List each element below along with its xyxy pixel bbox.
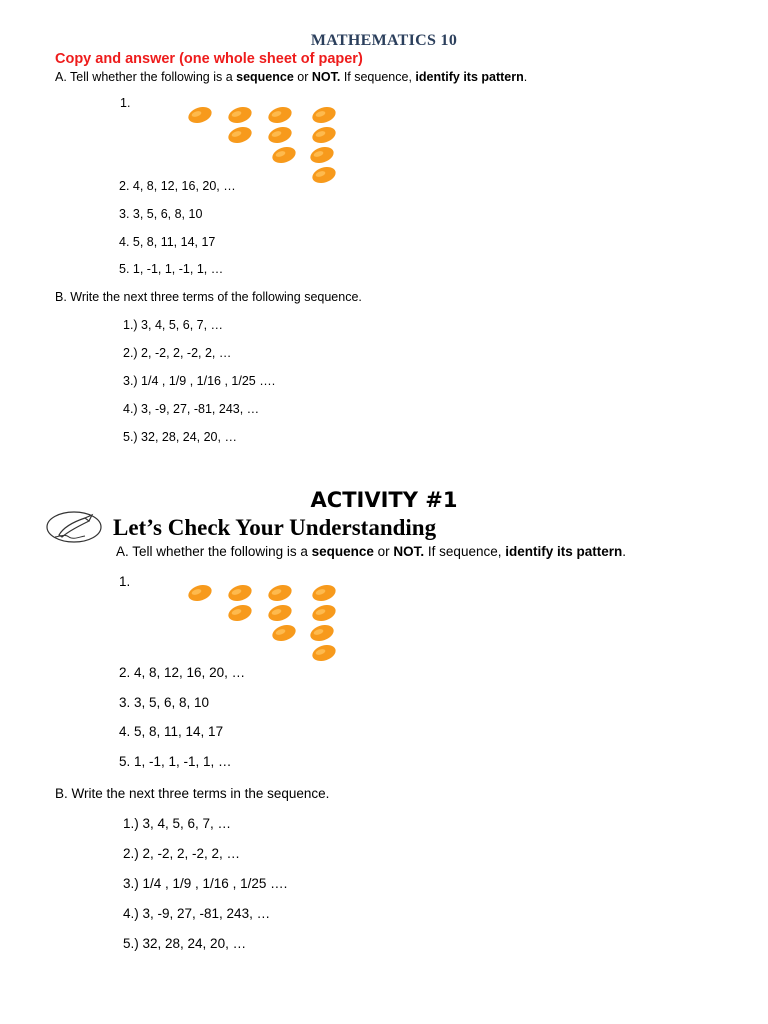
- not-word: NOT.: [311, 70, 341, 84]
- if-text: If sequence,: [340, 70, 416, 84]
- part-b-heading: B. Write the next three terms of the following sequence.: [55, 290, 362, 304]
- mango-icon: [226, 582, 253, 604]
- list-item: 2. 4, 8, 12, 16, 20, …: [119, 179, 236, 193]
- mango-icon: [266, 124, 293, 146]
- mango-icon: [226, 104, 253, 126]
- mango-icon: [266, 602, 293, 624]
- list-item: 4. 5, 8, 11, 14, 17: [119, 724, 224, 739]
- list-item: 4.) 3, -9, 27, -81, 243, …: [123, 906, 271, 921]
- list-item: 1.) 3, 4, 5, 6, 7, …: [123, 816, 232, 831]
- list-item: 5. 1, -1, 1, -1, 1, …: [119, 262, 224, 276]
- list-item: 4.) 3, -9, 27, -81, 243, …: [123, 402, 260, 416]
- mango-figure: [180, 578, 350, 668]
- mango-icon: [226, 602, 253, 624]
- period: .: [622, 544, 627, 559]
- activity-title: ACTIVITY #1: [310, 488, 458, 512]
- not-word: NOT.: [393, 544, 425, 559]
- mango-icon: [310, 582, 337, 604]
- mango-icon: [226, 124, 253, 146]
- part-a-instruction: [116, 544, 626, 559]
- list-item: 2.) 2, -2, 2, -2, 2, …: [123, 346, 232, 360]
- mango-icon: [308, 622, 335, 644]
- check-understanding-heading: Let’s Check Your Understanding: [113, 515, 437, 540]
- list-item: 5.) 32, 28, 24, 20, …: [123, 430, 237, 444]
- sequence-word: sequence: [236, 70, 294, 84]
- mango-icon: [310, 642, 337, 664]
- list-item: 5.) 32, 28, 24, 20, …: [123, 936, 247, 951]
- part-b-heading: B. Write the next three terms in the sequence.: [55, 786, 330, 801]
- if-text: If sequence,: [424, 544, 506, 559]
- mango-icon: [310, 164, 337, 186]
- or-word: or: [373, 544, 394, 559]
- sequence-word: sequence: [311, 544, 374, 559]
- list-item: 3. 3, 5, 6, 8, 10: [119, 207, 203, 221]
- list-item: 4. 5, 8, 11, 14, 17: [119, 235, 216, 249]
- list-item: 1.) 3, 4, 5, 6, 7, …: [123, 318, 224, 332]
- identify-pattern-text: identify its pattern: [415, 70, 524, 84]
- list-item: 3.) 1/4 , 1/9 , 1/16 , 1/25 ….: [123, 876, 288, 891]
- list-item: 1.: [120, 96, 131, 110]
- instruction-text: Copy and answer (one whole sheet of paper): [55, 51, 363, 67]
- mango-icon: [308, 144, 335, 166]
- mango-icon: [186, 104, 213, 126]
- part-a-text: A. Tell whether the following is a: [116, 544, 312, 559]
- identify-pattern-text: identify its pattern: [505, 544, 623, 559]
- or-word: or: [293, 70, 312, 84]
- mango-icon: [186, 582, 213, 604]
- mango-icon: [266, 104, 293, 126]
- part-a-instruction: [55, 70, 527, 84]
- list-item: 2.) 2, -2, 2, -2, 2, …: [123, 846, 241, 861]
- list-item: 5. 1, -1, 1, -1, 1, …: [119, 754, 232, 769]
- mango-figure: [180, 100, 350, 190]
- list-item: 3.) 1/4 , 1/9 , 1/16 , 1/25 ….: [123, 374, 276, 388]
- pen-writing-icon: [45, 510, 103, 544]
- mango-icon: [266, 582, 293, 604]
- part-a-text: A. Tell whether the following is a: [55, 70, 237, 84]
- list-item: 2. 4, 8, 12, 16, 20, …: [119, 665, 246, 680]
- mango-icon: [270, 144, 297, 166]
- period: .: [523, 70, 528, 84]
- list-item: 3. 3, 5, 6, 8, 10: [119, 695, 210, 710]
- list-item: 1.: [119, 574, 131, 589]
- mango-icon: [270, 622, 297, 644]
- mango-icon: [310, 104, 337, 126]
- mango-icon: [310, 602, 337, 624]
- page-title: MATHEMATICS 10: [310, 32, 458, 49]
- mango-icon: [310, 124, 337, 146]
